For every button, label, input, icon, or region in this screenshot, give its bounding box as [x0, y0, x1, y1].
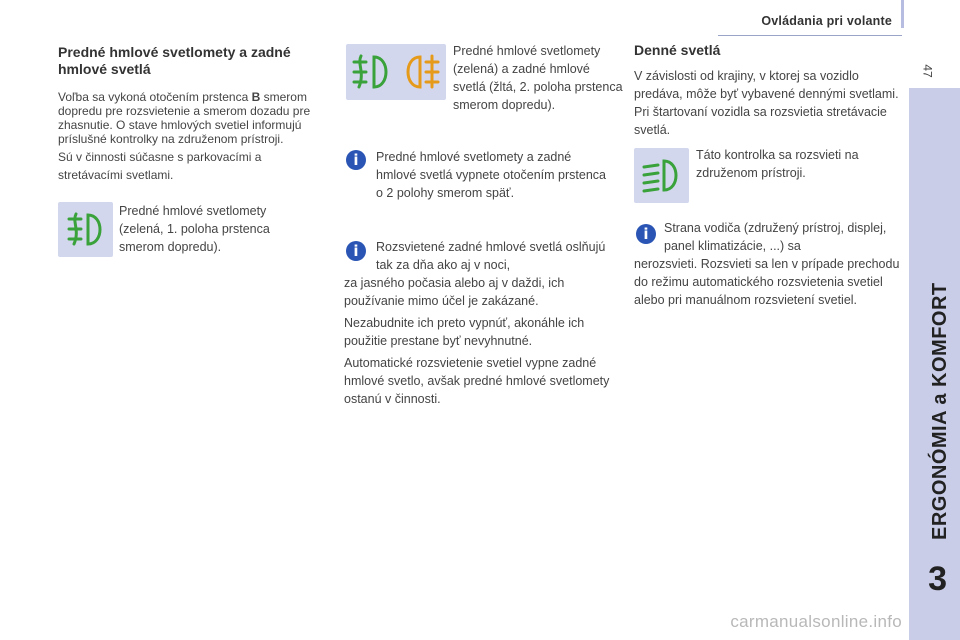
chapter-title: ERGONÓMIA a KOMFORT [929, 282, 951, 540]
info-icon: i [346, 150, 366, 170]
daytime-indicator-caption: Táto kontrolka sa rozsvieti na združenom prístroji. [696, 148, 859, 180]
front-fog-indicator-caption: Predné hmlové svetlomety (zelená, 1. poloha prstenca smerom dopredu). [119, 204, 270, 254]
section-heading-daytime-lights: Denné svetlá [634, 42, 721, 58]
daytime-running-light-icon [634, 148, 689, 203]
rear-fog-warning-cont: za jasného počasia alebo aj v daždi, ich používanie mimo účel je zakázané. [344, 276, 565, 308]
header-rule [718, 35, 902, 36]
info-icon: i [346, 241, 366, 261]
paragraph-text-rest: smerom dopredu pre rozsvietenie a smerom dozadu pre zhasnutie. O stave hmlových svetiel informujú príslušné kontrolky na združenom prístroji. [58, 90, 311, 146]
section-heading-fog-lights: Predné hmlové svetlomety a zadné hmlové svetlá [58, 44, 291, 77]
fog-lights-paragraph-2: Sú v činnosti súčasne s parkovacími a stretávacími svetlami. [58, 150, 262, 182]
chapter-side-tab [909, 88, 960, 640]
automatic-lighting-note: Automatické rozsvietenie svetiel vypne zadné hmlové svetlo, avšak predné hmlové svetlomety ostanú v činnosti. [344, 356, 610, 406]
front-rear-fog-indicator-caption: Predné hmlové svetlomety (zelená) a zadné hmlové svetlá (žltá, 2. poloha prstenca smerom dopredu). [453, 44, 623, 112]
front-fog-lamp-indicator [58, 202, 113, 257]
fog-off-note: Predné hmlové svetlomety a zadné hmlové svetlá vypnete otočením prstenca o 2 polohy smerom späť. [376, 150, 606, 200]
paragraph-text: Voľba sa vykoná otočením prstenca [58, 90, 252, 104]
left-column [58, 44, 320, 184]
rear-fog-warning [344, 238, 616, 408]
fog-lights-paragraph [58, 90, 320, 146]
rear-fog-remember: Nezabudnite ich preto vypnúť, akonáhle ich použitie prestane byť nevyhnutné. [344, 316, 585, 348]
front-rear-fog-indicator [346, 44, 446, 100]
page-number: 47 [920, 64, 935, 78]
daytime-light-indicator [634, 148, 689, 203]
watermark: carmanualsonline.info [730, 612, 902, 631]
driver-side-note-cont: nerozsvieti. Rozsvieti sa len v prípade prechodu do režimu automatického rozsvietenia svetiel alebo pri manuálnom rozsvietení svetiel. [634, 257, 900, 307]
driver-side-note-line: Strana vodiča (združený prístroj, displej, panel klimatizácie, ...) sa [664, 221, 887, 253]
running-header: Ovládania pri volante [761, 14, 892, 28]
rear-fog-warning-line: Rozsvietené zadné hmlové svetlá oslňujú tak za dňa ako aj v noci, [376, 240, 606, 272]
header-accent-bar [901, 0, 904, 28]
info-icon: i [636, 224, 656, 244]
front-and-rear-fog-lamp-icon [346, 44, 446, 100]
ring-label: B [251, 90, 261, 104]
front-fog-lamp-icon [58, 202, 113, 257]
chapter-number: 3 [928, 560, 947, 598]
daytime-lights-paragraph: V závislosti od krajiny, v ktorej sa vozidlo predáva, môže byť vybavené dennými svetlami. Pri štartovaní vozidla sa rozsvietia stretávacie svetlá. [634, 69, 899, 137]
right-column [634, 42, 902, 139]
driver-side-note [634, 219, 904, 309]
